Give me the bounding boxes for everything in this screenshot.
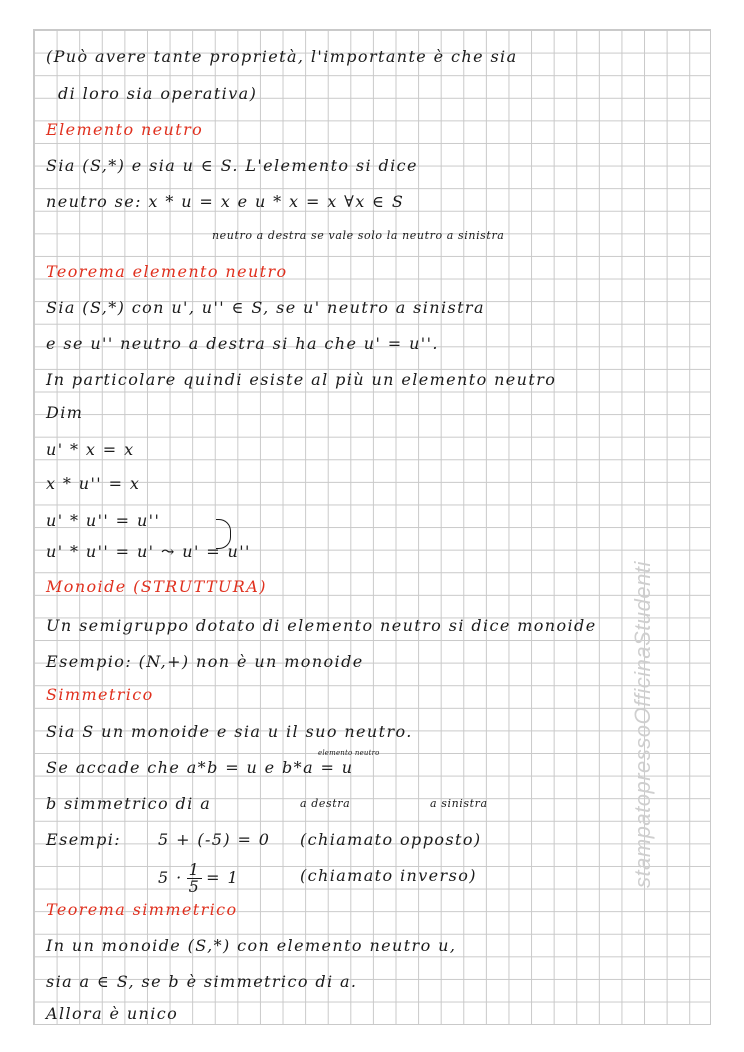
definition-line: neutro se: x * u = x e u * x = x ∀x ∈ S [46, 192, 405, 211]
proof-line: u' * u'' = u' ⤳ u' = u'' [46, 542, 251, 561]
heading-teorema-simmetrico: Teorema simmetrico [46, 900, 238, 919]
example-opposto-note: (chiamato opposto) [300, 830, 482, 849]
example-inverso-note: (chiamato inverso) [300, 866, 477, 885]
example-opposto-equation: 5 + (-5) = 0 [158, 830, 271, 849]
heading-simmetrico: Simmetrico [46, 685, 154, 704]
example-inverso-rhs: = 1 [206, 868, 240, 887]
proof-line: x * u'' = x [46, 474, 141, 493]
note-line: Sia (S,*) con u', u'' ∈ S, se u' neutro a sinistra [46, 298, 485, 317]
watermark: stampatopressoOfficinaStudenti [630, 561, 655, 888]
heading-teorema-elemento-neutro: Teorema elemento neutro [46, 262, 288, 281]
note-line: In particolare quindi esiste al più un elemento neutro [46, 370, 557, 389]
annotation-elemento-neutro: elemento neutro [318, 749, 380, 757]
note-line: sia a ∈ S, se b è simmetrico di a. [46, 972, 358, 991]
note-line: Esempio: (N,+) non è un monoide [46, 652, 364, 671]
note-line: Se accade che a*b = u e b*a = u [46, 758, 354, 777]
esempi-label: Esempi: [46, 830, 122, 849]
annotation-line: neutro a destra se vale solo la neutro a sinistra [212, 229, 505, 242]
note-line: di loro sia operativa) [58, 84, 258, 103]
example-inverso-equation [158, 862, 239, 895]
note-line: Un semigruppo dotato di elemento neutro si dice monoide [46, 616, 597, 635]
note-line: Allora è unico [46, 1004, 179, 1023]
annotation-a-destra: a destra [300, 797, 351, 810]
proof-line: u' * u'' = u'' [46, 511, 161, 530]
note-line: Sia (S,*) e sia u ∈ S. L'elemento si dice [46, 156, 418, 175]
dim-label: Dim [46, 403, 84, 422]
example-inverso-lhs: 5 · [158, 868, 183, 887]
annotation-a-sinistra: a sinistra [430, 797, 488, 810]
note-line: e se u'' neutro a destra si ha che u' = u''. [46, 334, 439, 353]
note-line: In un monoide (S,*) con elemento neutro u, [46, 936, 457, 955]
heading-elemento-neutro: Elemento neutro [46, 120, 204, 139]
fraction-denominator: 5 [188, 877, 201, 896]
note-line: Sia S un monoide e sia u il suo neutro. [46, 722, 413, 741]
note-line: b simmetrico di a [46, 794, 212, 813]
fraction-numerator: 1 [188, 860, 201, 879]
note-line: (Può avere tante proprietà, l'importante è che sia [46, 47, 518, 66]
heading-monoide: Monoide (STRUTTURA) [46, 577, 267, 596]
proof-line: u' * x = x [46, 440, 135, 459]
fraction [187, 862, 203, 895]
